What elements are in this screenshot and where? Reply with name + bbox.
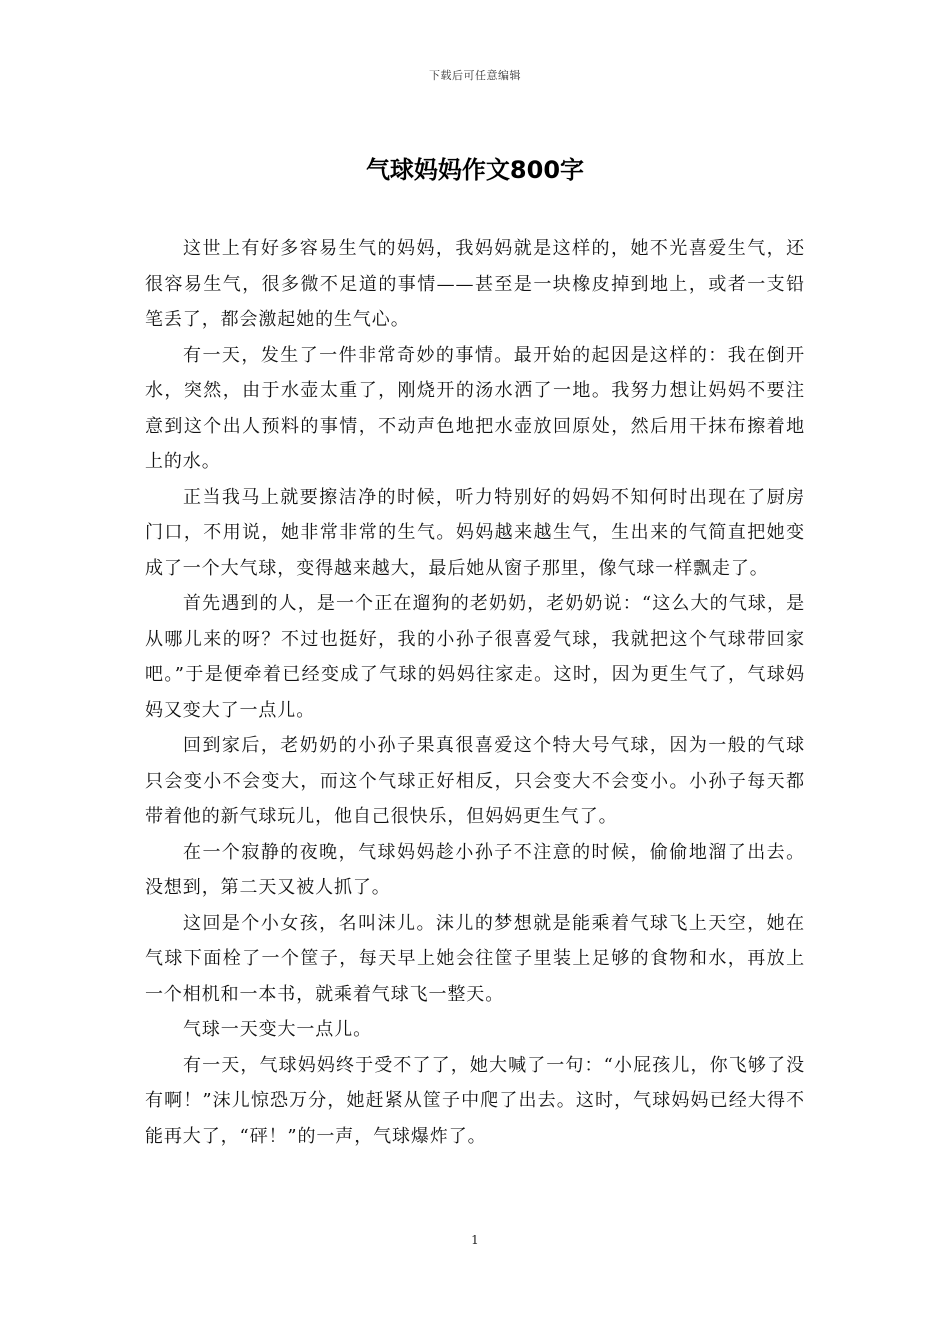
- paragraph: 在一个寂静的夜晚，气球妈妈趁小孙子不注意的时候，偷偷地溜了出去。没想到，第二天又被人抓了。: [145, 841, 805, 898]
- page-number: 1: [471, 1233, 479, 1247]
- paragraph: 这回是个小女孩，名叫沫儿。沫儿的梦想就是能乘着气球飞上天空，她在气球下面栓了一个筐子，每天早上她会往筐子里装上足够的食物和水，再放上一个相机和一本书，就乘着气球飞一整天。: [145, 912, 805, 1005]
- paragraph: 正当我马上就要擦洁净的时候，听力特别好的妈妈不知何时出现在了厨房门口，不用说，她非常非常的生气。妈妈越来越生气，生出来的气简直把她变成了一个大气球，变得越来越大，最后她从窗子那里，像气球一样飘走了。: [145, 486, 805, 579]
- document-body: [145, 231, 805, 1154]
- document-title: 气球妈妈作文800字: [365, 156, 585, 184]
- paragraph: 这世上有好多容易生气的妈妈，我妈妈就是这样的，她不光喜爱生气，还很容易生气，很多微不足道的事情——甚至是一块橡皮掉到地上，或者一支铅笔丢了，都会激起她的生气心。: [145, 238, 805, 330]
- paragraph: 有一天，发生了一件非常奇妙的事情。最开始的起因是这样的：我在倒开水，突然，由于水壶太重了，刚烧开的汤水洒了一地。我努力想让妈妈不要注意到这个出人预料的事情，不动声色地把水壶放回原处，然后用干抹布擦着地上的水。: [145, 344, 805, 472]
- header-note: 下载后可任意编辑: [429, 69, 521, 82]
- paragraph: 有一天，气球妈妈终于受不了了，她大喊了一句：“小屁孩儿，你飞够了没有啊！”沫儿惊恐万分，她赶紧从筐子中爬了出去。这时，气球妈妈已经大得不能再大了，“砰！”的一声，气球爆炸了。: [145, 1054, 805, 1147]
- paragraph: 气球一天变大一点儿。: [183, 1019, 372, 1040]
- paragraph: 回到家后，老奶奶的小孙子果真很喜爱这个特大号气球，因为一般的气球只会变小不会变大，而这个气球正好相反，只会变大不会变小。小孙子每天都带着他的新气球玩儿，他自己很快乐，但妈妈更生气了。: [145, 735, 805, 827]
- paragraph: 首先遇到的人，是一个正在遛狗的老奶奶，老奶奶说：“这么大的气球，是从哪儿来的呀？不过也挺好，我的小孙子很喜爱气球，我就把这个气球带回家吧。”于是便牵着已经变成了气球的妈妈往家走。这时，因为更生气了，气球妈妈又变大了一点儿。: [145, 593, 805, 721]
